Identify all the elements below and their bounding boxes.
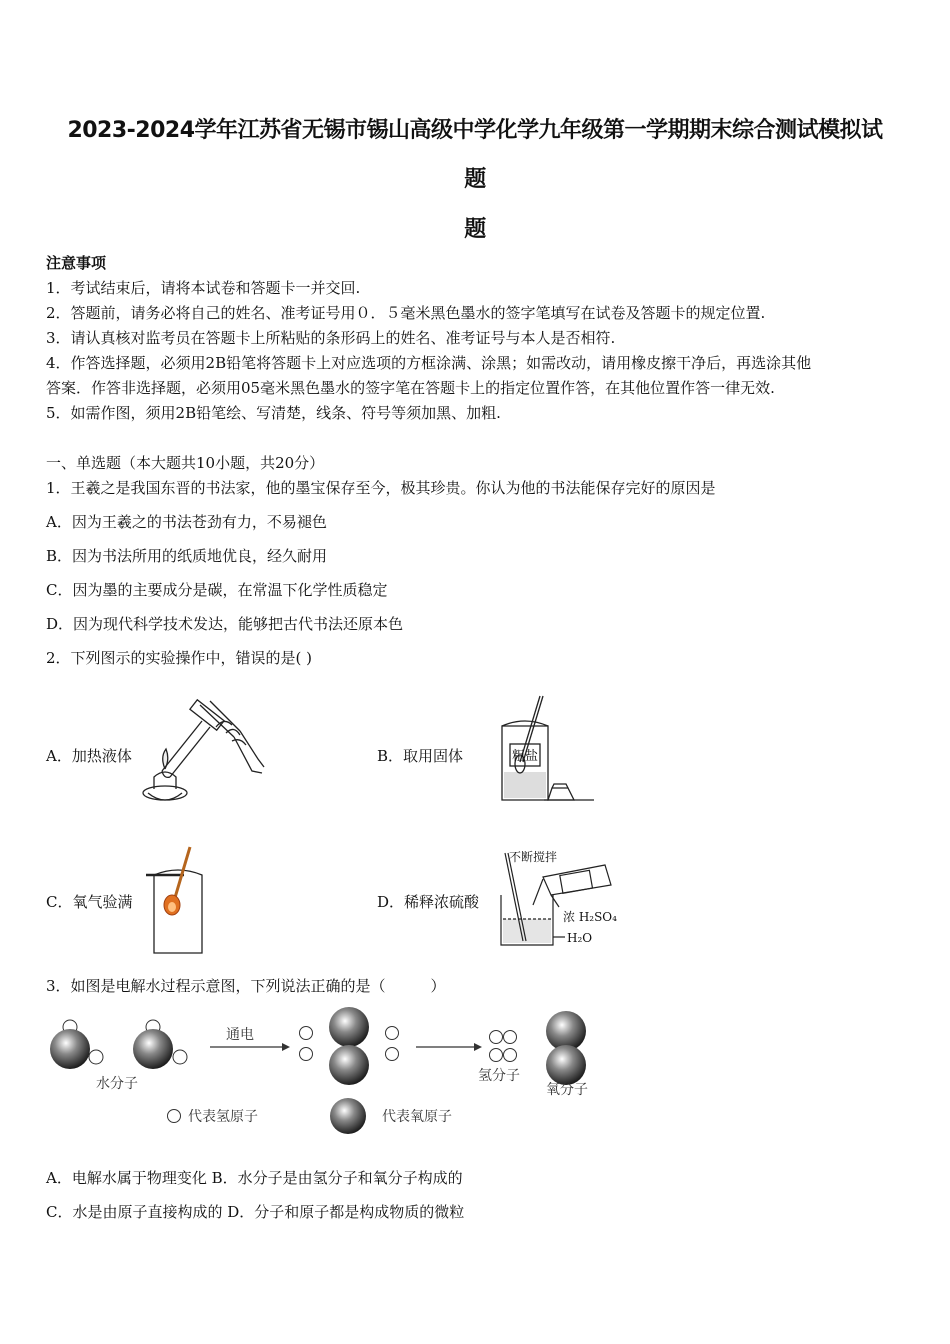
water-label: H₂O	[567, 931, 593, 945]
q1-option-b: B．因为书法所用的纸质地优良，经久耐用	[46, 547, 328, 565]
hydrogen-atom	[300, 1027, 313, 1040]
taking-solid-figure	[490, 692, 600, 804]
q1-option-c: C．因为墨的主要成分是碳，在常温下化学性质稳定	[46, 581, 388, 599]
dilute-sulfuric-figure	[495, 847, 620, 952]
q1-stem: 1．王羲之是我国东晋的书法家，他的墨宝保存至今，极其珍贵。你认为他的书法能保存完好的原因是	[46, 479, 716, 497]
q2-option-d: D．稀释浓硫酸	[377, 893, 480, 911]
q1-option-d: D．因为现代科学技术发达，能够把古代书法还原本色	[46, 615, 404, 633]
oxygen-atom	[329, 1045, 369, 1085]
oxygen-legend-icon	[330, 1098, 366, 1134]
notes-item: 4．作答选择题，必须用2B铅笔将答题卡上对应选项的方框涂满、涂黑；如需改动，请用橡皮擦干净后，再选涂其他	[46, 354, 812, 372]
q2-option-c: C．氧气验满	[46, 893, 133, 911]
oxygen-molecule	[546, 1011, 586, 1085]
hydrogen-molecule	[490, 1031, 517, 1044]
page-title-repeat: 题	[464, 217, 486, 242]
electrolysis-diagram	[44, 1005, 614, 1140]
notes-item: 答案．作答非选择题，必须用05毫米黑色墨水的签字笔在答题卡上的指定位置作答，在其他位置作答一律无效.	[46, 379, 775, 397]
q1-option-a: A．因为王羲之的书法苍劲有力，不易褪色	[46, 513, 327, 531]
notes-item: 2．答题前，请务必将自己的姓名、准考证号用０．５毫米黑色墨水的签字笔填写在试卷及答题卡的规定位置.	[46, 304, 766, 322]
hydrogen-atom	[386, 1027, 399, 1040]
q2-option-b: B．取用固体	[377, 747, 464, 765]
q3-options-ab: A．电解水属于物理变化 B．水分子是由氢分子和氧分子构成的	[46, 1169, 463, 1187]
hydrogen-atom	[386, 1048, 399, 1061]
water-molecule	[133, 1020, 187, 1069]
oxygen-atom	[329, 1007, 369, 1047]
electrolysis-label: 通电	[226, 1027, 254, 1043]
section-heading: 一、单选题（本大题共10小题，共20分）	[46, 454, 325, 472]
page-title-continuation: 题	[464, 167, 486, 192]
notes-item: 1．考试结束后，请将本试卷和答题卡一并交回.	[46, 279, 361, 297]
hydrogen-legend-label: 代表氢原子	[188, 1109, 258, 1125]
page-title: 2023-2024学年江苏省无锡市锡山高级中学化学九年级第一学期期末综合测试模拟试	[67, 118, 883, 143]
oxygen-molecule-label: 氧分子	[546, 1082, 588, 1098]
notes-heading: 注意事项	[46, 254, 107, 272]
heating-liquid-figure	[140, 697, 265, 809]
conc-h2so4-label: 浓 H₂SO₄	[563, 910, 617, 924]
q3-options-cd: C．水是由原子直接构成的 D．分子和原子都是构成物质的微粒	[46, 1203, 465, 1221]
stir-label: 不断搅拌	[509, 850, 558, 864]
hydrogen-molecule	[490, 1049, 517, 1062]
oxygen-test-figure	[140, 845, 220, 957]
hydrogen-legend-icon	[168, 1110, 181, 1123]
oxygen-legend-label: 代表氧原子	[382, 1109, 452, 1125]
hydrogen-molecule-label: 氢分子	[478, 1068, 520, 1084]
q2-option-a: A．加热液体	[46, 747, 132, 765]
notes-item: 3．请认真核对监考员在答题卡上所粘贴的条形码上的姓名、准考证号与本人是否相符.	[46, 329, 616, 347]
water-molecule-label: 水分子	[96, 1076, 138, 1092]
q3-stem: 3．如图是电解水过程示意图，下列说法正确的是（ ）	[46, 977, 446, 995]
notes-item: 5．如需作图，须用2B铅笔绘、写清楚，线条、符号等须加黑、加粗.	[46, 404, 501, 422]
hydrogen-atom	[300, 1048, 313, 1061]
crude-salt-label: 粗盐	[511, 749, 539, 764]
water-molecule	[50, 1020, 103, 1069]
q2-stem: 2．下列图示的实验操作中，错误的是( )	[46, 649, 313, 667]
